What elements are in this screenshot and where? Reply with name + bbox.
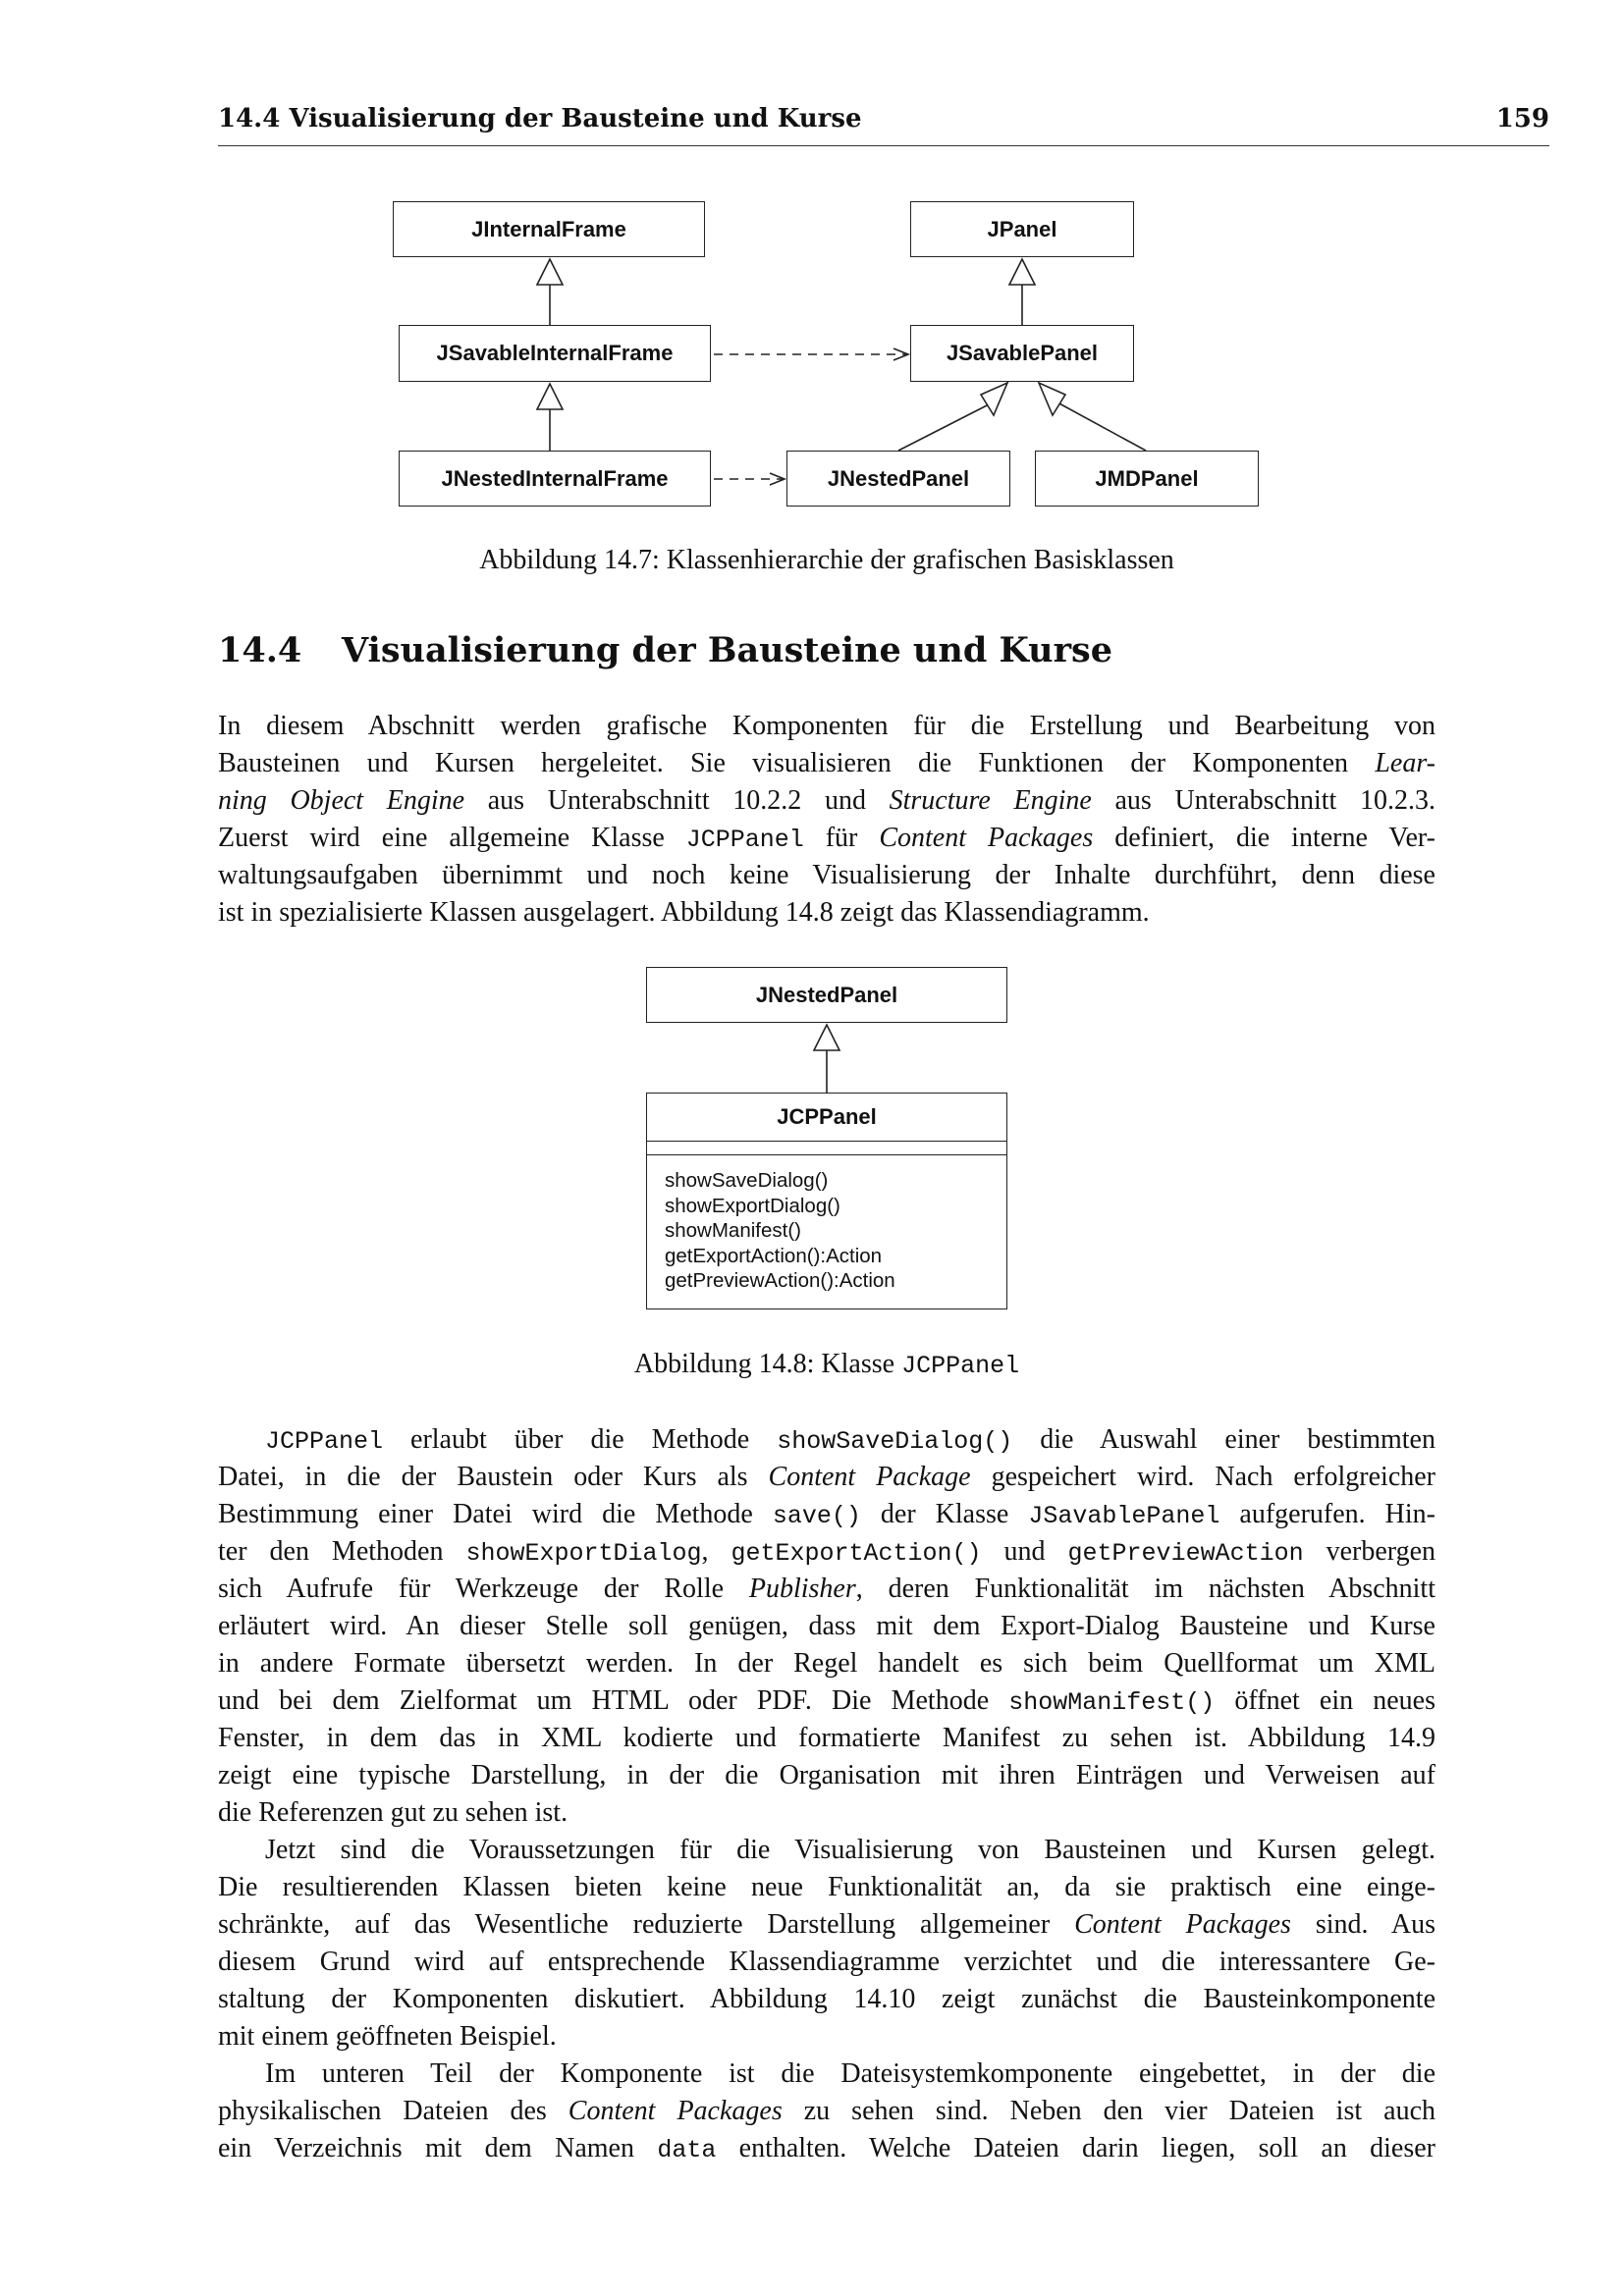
class-jinternalframe: JInternalFrame xyxy=(393,201,705,257)
text: waltungsaufgaben übernimmt und noch keine Visualisierung der Inhalte durchführt, denn diese xyxy=(218,860,1435,890)
method: getPreviewAction():Action xyxy=(665,1269,895,1292)
text: die Referenzen gut zu sehen ist. xyxy=(218,1797,568,1828)
emphasis: Structure Engine xyxy=(889,785,1092,816)
class-jnestedpanel-parent: JNestedPanel xyxy=(646,967,1007,1023)
caption-code: JCPPanel xyxy=(901,1352,1020,1380)
text: ein Verzeichnis mit dem Namen xyxy=(218,2133,658,2163)
text: für xyxy=(803,823,880,853)
inheritance-arrow xyxy=(1009,259,1035,285)
inheritance-arrow xyxy=(814,1025,839,1050)
caption-text: Abbildung 14.8: Klasse xyxy=(633,1349,902,1379)
text: Bausteinen und Kursen hergeleitet. Sie visualisieren die Funktionen der Komponenten xyxy=(218,748,1376,778)
paragraph xyxy=(218,1832,1435,2056)
paragraph xyxy=(218,1421,1435,1832)
text: ter den Methoden xyxy=(218,1536,466,1567)
inheritance-line xyxy=(898,402,993,451)
code-term: showExportDialog xyxy=(465,1539,702,1568)
page-number: 159 xyxy=(1495,104,1549,133)
paragraph xyxy=(218,708,1435,932)
emphasis: Publisher xyxy=(748,1574,856,1604)
code-term: showSaveDialog() xyxy=(777,1427,1013,1456)
method: showExportDialog() xyxy=(665,1194,840,1217)
text: aus Unterabschnitt 10.2.3. xyxy=(1091,785,1435,816)
text-line xyxy=(218,1944,1435,1981)
text: die Auswahl einer bestimmten xyxy=(1012,1424,1435,1455)
text: enthalten. Welche Dateien darin liegen, soll an dieser xyxy=(716,2133,1435,2163)
text-line xyxy=(218,708,1435,745)
inheritance-line xyxy=(1057,402,1146,451)
method: showManifest() xyxy=(665,1219,801,1242)
text: physikalischen Dateien des xyxy=(218,2096,568,2126)
text: verbergen xyxy=(1303,1536,1436,1567)
text-line xyxy=(218,2056,1435,2093)
emphasis: ning Object Engine xyxy=(218,785,465,816)
code-term: JCPPanel xyxy=(685,826,804,854)
text: zu sehen sind. Neben den vier Dateien ist auch xyxy=(782,2096,1435,2126)
emphasis: Lear- xyxy=(1375,748,1435,778)
text: der Klasse xyxy=(860,1499,1029,1529)
text: sind. Aus xyxy=(1290,1909,1435,1940)
figure-caption-14-8 xyxy=(218,1349,1435,1380)
emphasis: Content Package xyxy=(768,1462,971,1492)
text-line xyxy=(218,1757,1435,1794)
text: zeigt eine typische Darstellung, in der die Organisation mit ihren Einträgen und Verweisen auf xyxy=(218,1760,1435,1790)
text-line xyxy=(218,1496,1435,1533)
text: Jetzt sind die Voraussetzungen für die Visualisierung von Bausteinen und Kursen gelegt. xyxy=(265,1835,1435,1865)
text: In diesem Abschnitt werden grafische Komponenten für die Erstellung und Bearbeitung von xyxy=(218,711,1435,741)
text: Zuerst wird eine allgemeine Klasse xyxy=(218,823,686,853)
section-title: Visualisierung der Bausteine und Kurse xyxy=(342,630,1112,670)
text-line xyxy=(218,1906,1435,1944)
text: Im unteren Teil der Komponente ist die Dateisystemkomponente eingebettet, in der die xyxy=(265,2058,1435,2089)
text: aus Unterabschnitt 10.2.2 und xyxy=(464,785,890,816)
text: erlaubt über die Methode xyxy=(383,1424,778,1455)
text: und xyxy=(981,1536,1068,1567)
text: ist in spezialisierte Klassen ausgelagert. Abbildung 14.8 zeigt das Klassendiagramm. xyxy=(218,897,1150,928)
text: Fenster, in dem das in XML kodierte und formatierte Manifest zu sehen ist. Abbildung 14.9 xyxy=(218,1723,1435,1753)
text: öffnet ein neues xyxy=(1215,1685,1435,1716)
text: gespeichert wird. Nach erfolgreicher xyxy=(970,1462,1435,1492)
text: und bei dem Zielformat um HTML oder PDF. Die Methode xyxy=(218,1685,1009,1716)
class-jnestedinternalframe: JNestedInternalFrame xyxy=(399,451,711,507)
inheritance-arrow xyxy=(981,383,1007,415)
class-jsavableinternalframe: JSavableInternalFrame xyxy=(399,325,711,382)
text-line xyxy=(218,1645,1435,1682)
emphasis: Content Packages xyxy=(879,823,1094,853)
emphasis: Content Packages xyxy=(568,2096,783,2126)
text: in andere Formate übersetzt werden. In der Regel handelt es sich beim Quellformat um XML xyxy=(218,1648,1435,1679)
inheritance-arrow xyxy=(1039,383,1065,415)
text-line xyxy=(218,2018,1435,2056)
class-jpanel: JPanel xyxy=(910,201,1134,257)
text-line xyxy=(218,745,1435,782)
class-jsavablepanel: JSavablePanel xyxy=(910,325,1134,382)
text-line xyxy=(218,1571,1435,1608)
class-jcppanel xyxy=(646,1093,1007,1309)
code-term: showManifest() xyxy=(1008,1688,1216,1717)
text: Die resultierenden Klassen bieten keine neue Funktionalität an, da sie praktisch eine einge- xyxy=(218,1872,1435,1902)
class-jnestedpanel: JNestedPanel xyxy=(786,451,1010,507)
text: aufgerufen. Hin- xyxy=(1219,1499,1435,1529)
text-line xyxy=(218,1832,1435,1869)
text: mit einem geöffneten Beispiel. xyxy=(218,2021,557,2052)
class-jmdpanel: JMDPanel xyxy=(1035,451,1259,507)
code-term: save() xyxy=(772,1502,861,1530)
running-header: 14.4 Visualisierung der Bausteine und Kurse xyxy=(218,104,862,133)
text-line xyxy=(218,1682,1435,1720)
paragraph xyxy=(218,2056,1435,2167)
code-term: JSavablePanel xyxy=(1028,1502,1220,1530)
inheritance-arrow xyxy=(537,259,563,285)
text: , xyxy=(701,1536,731,1567)
code-term: getPreviewAction xyxy=(1067,1539,1304,1568)
code-term: data xyxy=(657,2136,717,2164)
method: showSaveDialog() xyxy=(665,1169,829,1192)
code-term: getExportAction() xyxy=(731,1539,982,1568)
text-line xyxy=(218,1608,1435,1645)
text: diesem Grund wird auf entsprechende Klassendiagramme verzichtet und die interessantere Ge- xyxy=(218,1947,1435,1977)
text: staltung der Komponenten diskutiert. Abbildung 14.10 zeigt zunächst die Bausteinkomponente xyxy=(218,1984,1435,2014)
text: , deren Funktionalität im nächsten Abschnitt xyxy=(855,1574,1435,1604)
text: sich Aufrufe für Werkzeuge der Rolle xyxy=(218,1574,749,1604)
text-line xyxy=(218,1869,1435,1906)
code-term: JCPPanel xyxy=(265,1427,384,1456)
text: Datei, in die der Baustein oder Kurs als xyxy=(218,1462,769,1492)
text-line xyxy=(218,820,1435,857)
methods-compartment xyxy=(665,1168,895,1294)
class-name: JCPPanel xyxy=(647,1094,1006,1142)
figure-caption-14-7: Abbildung 14.7: Klassenhierarchie der grafischen Basisklassen xyxy=(479,545,1174,575)
inheritance-arrow xyxy=(537,384,563,409)
section-number: 14.4 xyxy=(218,630,302,670)
text-line xyxy=(218,857,1435,894)
text-line xyxy=(218,1459,1435,1496)
text-line xyxy=(218,1981,1435,2018)
text: erläutert wird. An dieser Stelle soll genügen, dass mit dem Export-Dialog Bausteine und Kurse xyxy=(218,1611,1435,1641)
attributes-compartment xyxy=(647,1142,1006,1155)
text-line xyxy=(218,2093,1435,2130)
text-line xyxy=(218,1720,1435,1757)
text-line xyxy=(218,1421,1435,1459)
section-heading xyxy=(218,630,1112,670)
emphasis: Content Packages xyxy=(1074,1909,1291,1940)
text-line xyxy=(218,782,1435,820)
text-line xyxy=(218,1533,1435,1571)
text-line xyxy=(218,2130,1435,2167)
text: definiert, die interne Ver- xyxy=(1093,823,1435,853)
text: Bestimmung einer Datei wird die Methode xyxy=(218,1499,773,1529)
text-line xyxy=(218,894,1435,932)
text: schränkte, auf das Wesentliche reduzierte Darstellung allgemeiner xyxy=(218,1909,1075,1940)
text-line xyxy=(218,1794,1435,1832)
method: getExportAction():Action xyxy=(665,1244,883,1267)
